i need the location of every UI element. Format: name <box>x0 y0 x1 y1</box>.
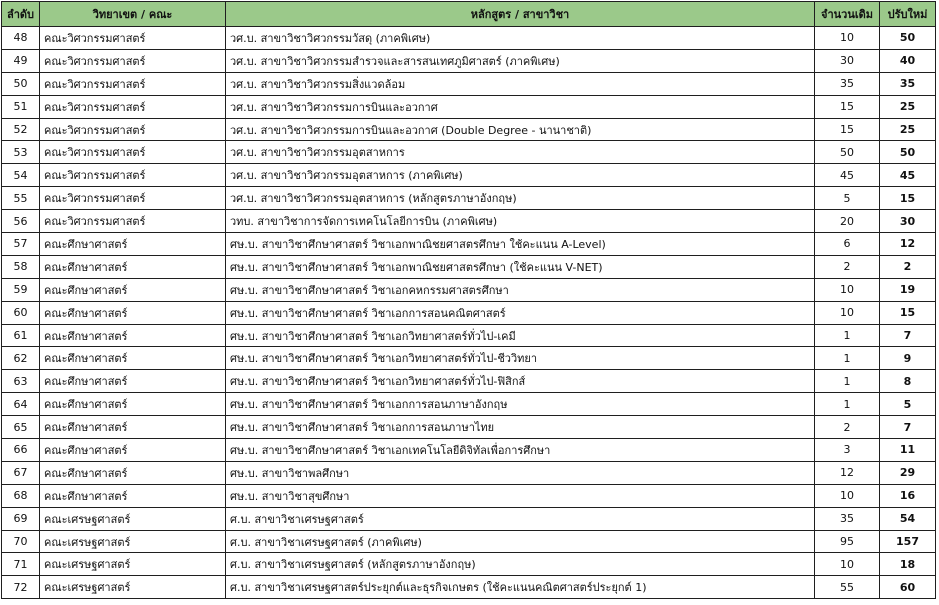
cell-original: 3 <box>815 439 880 462</box>
cell-original: 1 <box>815 347 880 370</box>
table-row <box>2 255 936 278</box>
cell-program: ศษ.บ. สาขาวิชาศึกษาศาสตร์ วิชาเอกพาณิชยศาสตรศึกษา (ใช้คะแนน V-NET) <box>226 255 815 278</box>
cell-original: 1 <box>815 393 880 416</box>
cell-program: ศษ.บ. สาขาวิชาศึกษาศาสตร์ วิชาเอกพาณิชยศาสตรศึกษา ใช้คะแนน A-Level) <box>226 233 815 256</box>
cell-original: 2 <box>815 416 880 439</box>
cell-program: ศษ.บ. สาขาวิชาศึกษาศาสตร์ วิชาเอกการสอนคณิตศาสตร์ <box>226 301 815 324</box>
cell-faculty: คณะเศรษฐศาสตร์ <box>40 553 226 576</box>
cell-program: ศษ.บ. สาขาวิชาศึกษาศาสตร์ วิชาเอกคหกรรมศาสตรศึกษา <box>226 278 815 301</box>
cell-original: 15 <box>815 95 880 118</box>
header-program: หลักสูตร / สาขาวิชา <box>226 2 815 27</box>
cell-faculty: คณะวิศวกรรมศาสตร์ <box>40 95 226 118</box>
cell-no: 67 <box>2 461 40 484</box>
cell-program: วศ.บ. สาขาวิชาวิศวกรรมอุตสาหการ <box>226 141 815 164</box>
cell-revised: 16 <box>880 484 936 507</box>
cell-revised: 40 <box>880 49 936 72</box>
table-row <box>2 141 936 164</box>
cell-no: 49 <box>2 49 40 72</box>
cell-revised: 45 <box>880 164 936 187</box>
table-row <box>2 393 936 416</box>
cell-original: 12 <box>815 461 880 484</box>
cell-faculty: คณะศึกษาศาสตร์ <box>40 255 226 278</box>
cell-no: 70 <box>2 530 40 553</box>
cell-original: 50 <box>815 141 880 164</box>
cell-revised: 19 <box>880 278 936 301</box>
cell-no: 63 <box>2 370 40 393</box>
cell-program: ศษ.บ. สาขาวิชาศึกษาศาสตร์ วิชาเอกเทคโนโลยีดิจิทัลเพื่อการศึกษา <box>226 439 815 462</box>
table-row <box>2 301 936 324</box>
cell-no: 62 <box>2 347 40 370</box>
cell-revised: 30 <box>880 210 936 233</box>
cell-original: 1 <box>815 370 880 393</box>
cell-revised: 9 <box>880 347 936 370</box>
table-row <box>2 553 936 576</box>
cell-no: 57 <box>2 233 40 256</box>
cell-revised: 35 <box>880 72 936 95</box>
cell-no: 64 <box>2 393 40 416</box>
cell-faculty: คณะวิศวกรรมศาสตร์ <box>40 49 226 72</box>
cell-no: 50 <box>2 72 40 95</box>
cell-faculty: คณะวิศวกรรมศาสตร์ <box>40 118 226 141</box>
header-row <box>2 2 936 27</box>
cell-revised: 2 <box>880 255 936 278</box>
table-body <box>2 27 936 599</box>
cell-no: 68 <box>2 484 40 507</box>
cell-no: 65 <box>2 416 40 439</box>
cell-revised: 60 <box>880 576 936 599</box>
cell-program: วศ.บ. สาขาวิชาวิศวกรรมอุตสาหการ (ภาคพิเศษ) <box>226 164 815 187</box>
cell-no: 55 <box>2 187 40 210</box>
cell-original: 45 <box>815 164 880 187</box>
cell-faculty: คณะวิศวกรรมศาสตร์ <box>40 210 226 233</box>
cell-program: ศษ.บ. สาขาวิชาพลศึกษา <box>226 461 815 484</box>
cell-revised: 25 <box>880 95 936 118</box>
table-row <box>2 484 936 507</box>
cell-faculty: คณะศึกษาศาสตร์ <box>40 461 226 484</box>
cell-original: 2 <box>815 255 880 278</box>
cell-no: 69 <box>2 507 40 530</box>
quota-table <box>1 1 936 599</box>
cell-revised: 7 <box>880 416 936 439</box>
cell-revised: 11 <box>880 439 936 462</box>
cell-faculty: คณะเศรษฐศาสตร์ <box>40 576 226 599</box>
cell-program: ศ.บ. สาขาวิชาเศรษฐศาสตร์ (ภาคพิเศษ) <box>226 530 815 553</box>
cell-program: ศษ.บ. สาขาวิชาศึกษาศาสตร์ วิชาเอกวิทยาศาสตร์ทั่วไป-ชีววิทยา <box>226 347 815 370</box>
cell-program: ศษ.บ. สาขาวิชาศึกษาศาสตร์ วิชาเอกวิทยาศาสตร์ทั่วไป-ฟิสิกส์ <box>226 370 815 393</box>
cell-no: 72 <box>2 576 40 599</box>
cell-faculty: คณะวิศวกรรมศาสตร์ <box>40 187 226 210</box>
cell-original: 10 <box>815 278 880 301</box>
table-row <box>2 233 936 256</box>
cell-revised: 7 <box>880 324 936 347</box>
cell-original: 6 <box>815 233 880 256</box>
cell-no: 51 <box>2 95 40 118</box>
table-row <box>2 49 936 72</box>
cell-original: 95 <box>815 530 880 553</box>
cell-revised: 15 <box>880 301 936 324</box>
cell-program: วศ.บ. สาขาวิชาวิศวกรรมอุตสาหการ (หลักสูตรภาษาอังกฤษ) <box>226 187 815 210</box>
cell-faculty: คณะวิศวกรรมศาสตร์ <box>40 27 226 50</box>
cell-no: 60 <box>2 301 40 324</box>
cell-revised: 25 <box>880 118 936 141</box>
cell-no: 71 <box>2 553 40 576</box>
cell-faculty: คณะศึกษาศาสตร์ <box>40 278 226 301</box>
table-row <box>2 27 936 50</box>
table-row <box>2 370 936 393</box>
cell-faculty: คณะศึกษาศาสตร์ <box>40 484 226 507</box>
table-row <box>2 187 936 210</box>
cell-program: วศ.บ. สาขาวิชาวิศวกรรมสำรวจและสารสนเทศภูมิศาสตร์ (ภาคพิเศษ) <box>226 49 815 72</box>
cell-revised: 15 <box>880 187 936 210</box>
table-row <box>2 164 936 187</box>
cell-faculty: คณะศึกษาศาสตร์ <box>40 439 226 462</box>
cell-original: 10 <box>815 27 880 50</box>
cell-no: 54 <box>2 164 40 187</box>
cell-original: 30 <box>815 49 880 72</box>
cell-no: 58 <box>2 255 40 278</box>
cell-revised: 157 <box>880 530 936 553</box>
cell-original: 1 <box>815 324 880 347</box>
cell-original: 15 <box>815 118 880 141</box>
cell-faculty: คณะศึกษาศาสตร์ <box>40 324 226 347</box>
cell-program: วศ.บ. สาขาวิชาวิศวกรรมสิ่งแวดล้อม <box>226 72 815 95</box>
table-row <box>2 576 936 599</box>
cell-faculty: คณะวิศวกรรมศาสตร์ <box>40 72 226 95</box>
cell-no: 53 <box>2 141 40 164</box>
cell-no: 56 <box>2 210 40 233</box>
cell-program: วศ.บ. สาขาวิชาวิศวกรรมวัสดุ (ภาคพิเศษ) <box>226 27 815 50</box>
cell-faculty: คณะวิศวกรรมศาสตร์ <box>40 164 226 187</box>
table-row <box>2 439 936 462</box>
cell-faculty: คณะศึกษาศาสตร์ <box>40 233 226 256</box>
cell-revised: 29 <box>880 461 936 484</box>
table-row <box>2 118 936 141</box>
cell-original: 35 <box>815 72 880 95</box>
cell-revised: 50 <box>880 141 936 164</box>
cell-no: 66 <box>2 439 40 462</box>
cell-revised: 8 <box>880 370 936 393</box>
table-row <box>2 95 936 118</box>
table-row <box>2 530 936 553</box>
table-row <box>2 324 936 347</box>
table-row <box>2 507 936 530</box>
table-row <box>2 210 936 233</box>
cell-program: ศษ.บ. สาขาวิชาสุขศึกษา <box>226 484 815 507</box>
cell-program: ศษ.บ. สาขาวิชาศึกษาศาสตร์ วิชาเอกวิทยาศาสตร์ทั่วไป-เคมี <box>226 324 815 347</box>
cell-original: 10 <box>815 301 880 324</box>
table-row <box>2 278 936 301</box>
cell-original: 10 <box>815 484 880 507</box>
table-row <box>2 416 936 439</box>
cell-no: 61 <box>2 324 40 347</box>
cell-program: วศ.บ. สาขาวิชาวิศวกรรมการบินและอวกาศ <box>226 95 815 118</box>
cell-faculty: คณะเศรษฐศาสตร์ <box>40 507 226 530</box>
cell-revised: 50 <box>880 27 936 50</box>
table-header <box>2 2 936 27</box>
cell-faculty: คณะศึกษาศาสตร์ <box>40 301 226 324</box>
table-row <box>2 72 936 95</box>
cell-program: ศ.บ. สาขาวิชาเศรษฐศาสตร์ <box>226 507 815 530</box>
cell-no: 59 <box>2 278 40 301</box>
cell-original: 35 <box>815 507 880 530</box>
cell-original: 20 <box>815 210 880 233</box>
cell-original: 55 <box>815 576 880 599</box>
cell-faculty: คณะวิศวกรรมศาสตร์ <box>40 141 226 164</box>
cell-revised: 54 <box>880 507 936 530</box>
cell-original: 5 <box>815 187 880 210</box>
cell-faculty: คณะศึกษาศาสตร์ <box>40 416 226 439</box>
cell-no: 52 <box>2 118 40 141</box>
header-no: ลำดับ <box>2 2 40 27</box>
cell-no: 48 <box>2 27 40 50</box>
cell-original: 10 <box>815 553 880 576</box>
cell-revised: 18 <box>880 553 936 576</box>
cell-program: ศษ.บ. สาขาวิชาศึกษาศาสตร์ วิชาเอกการสอนภาษาอังกฤษ <box>226 393 815 416</box>
cell-program: ศ.บ. สาขาวิชาเศรษฐศาสตร์ (หลักสูตรภาษาอังกฤษ) <box>226 553 815 576</box>
cell-program: วศ.บ. สาขาวิชาวิศวกรรมการบินและอวกาศ (Double Degree - นานาชาติ) <box>226 118 815 141</box>
header-original: จำนวนเดิม <box>815 2 880 27</box>
cell-program: วทบ. สาขาวิชาการจัดการเทคโนโลยีการบิน (ภาคพิเศษ) <box>226 210 815 233</box>
cell-revised: 12 <box>880 233 936 256</box>
cell-revised: 5 <box>880 393 936 416</box>
cell-program: ศ.บ. สาขาวิชาเศรษฐศาสตร์ประยุกต์และธุรกิจเกษตร (ใช้คะแนนคณิตศาสตร์ประยุกต์ 1) <box>226 576 815 599</box>
cell-faculty: คณะศึกษาศาสตร์ <box>40 393 226 416</box>
table-row <box>2 347 936 370</box>
cell-faculty: คณะศึกษาศาสตร์ <box>40 370 226 393</box>
cell-program: ศษ.บ. สาขาวิชาศึกษาศาสตร์ วิชาเอกการสอนภาษาไทย <box>226 416 815 439</box>
header-revised: ปรับใหม่ <box>880 2 936 27</box>
table-row <box>2 461 936 484</box>
cell-faculty: คณะศึกษาศาสตร์ <box>40 347 226 370</box>
cell-faculty: คณะเศรษฐศาสตร์ <box>40 530 226 553</box>
header-faculty: วิทยาเขต / คณะ <box>40 2 226 27</box>
